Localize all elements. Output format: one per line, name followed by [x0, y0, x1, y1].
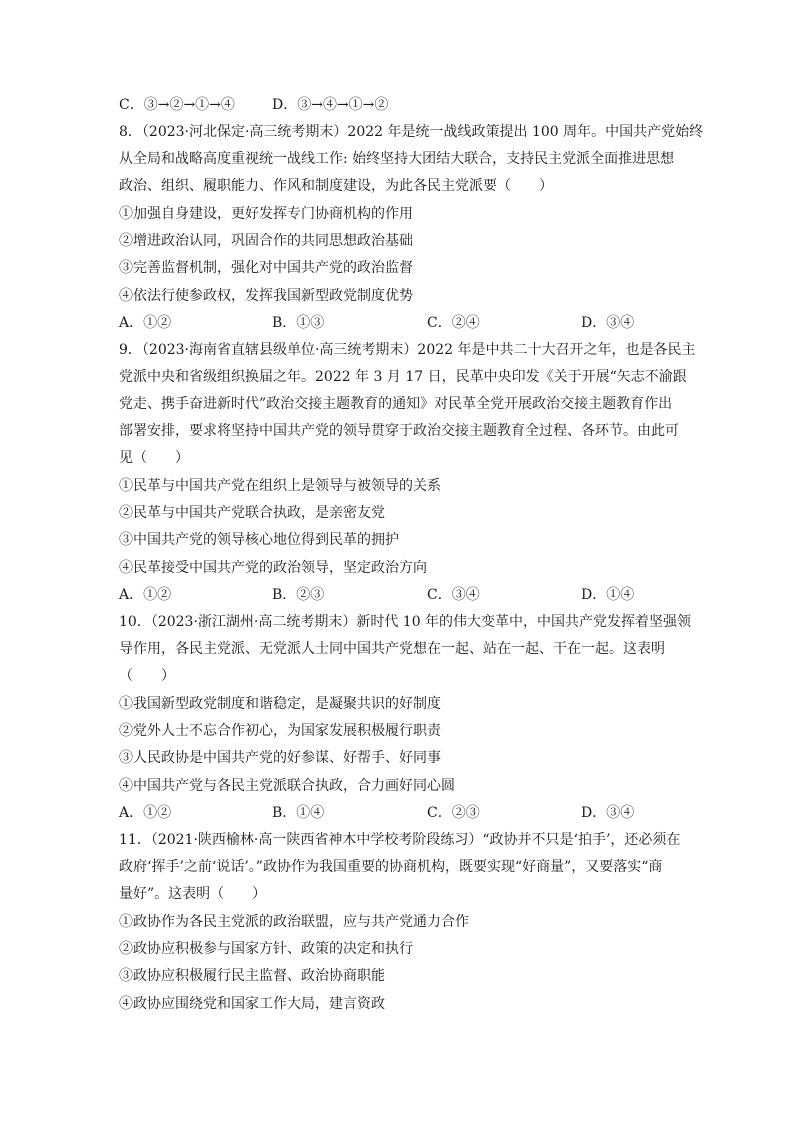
q9-stem-line: 党走、携手奋进新时代”政治交接主题教育的通知》对民革全党开展政治交接主题教育作出 — [119, 396, 673, 412]
q10-stem-line: 导作用，各民主党派、无党派人士同中国共产党想在一起、站在一起、干在一起。这表明 — [119, 641, 665, 657]
q7-option-d: D．③→④→①→② — [272, 97, 389, 113]
q11-statement: ①政协作为各民主党派的政治联盟，应与共产党通力合作 — [119, 914, 469, 930]
q11-stem-line: 量好”。这表明（ ） — [119, 886, 267, 902]
q9-stem-line: 党派中央和省级组织换届之年。2022 年 3 月 17 日，民革中央印发《关于开展“矢志不渝跟 — [119, 369, 687, 385]
q11-statement: ②政协应积极参与国家方针、政策的决定和执行 — [119, 941, 413, 957]
q9-stem-line: 见（ ） — [119, 450, 189, 466]
q11-statement: ③政协应积极履行民主监督、政治协商职能 — [119, 968, 385, 984]
q9-stem-line: 9．（2023·海南省直辖县级单位·高三统考期末）2022 年是中共二十大召开之年，也是各民主 — [119, 342, 696, 358]
q11-stem-line: 11．（2021·陕西榆林·高一陕西省神木中学校考阶段练习）“政协并不只是‘拍手’，还必须在 — [119, 832, 681, 848]
q10-statement: ①我国新型政党制度和谐稳定，是凝聚共识的好制度 — [119, 696, 441, 712]
q9-option-b: B．②③ — [272, 587, 325, 603]
q9-statement: ③中国共产党的领导核心地位得到民革的拥护 — [119, 532, 399, 548]
q10-option-d: D．③④ — [581, 805, 635, 821]
q10-option-b: B．①④ — [272, 805, 325, 821]
q9-statement: ④民革接受中国共产党的政治领导，坚定政治方向 — [119, 560, 427, 576]
q9-option-c: C．③④ — [427, 587, 480, 603]
q9-option-d: D．①④ — [581, 587, 635, 603]
q9-statement: ②民革与中国共产党联合执政，是亲密友党 — [119, 505, 385, 521]
q8-stem-line: 8．（2023·河北保定·高三统考期末）2022 年是统一战线政策提出 100 周年。中国共产党始终 — [119, 124, 704, 140]
q8-option-d: D．③④ — [581, 315, 635, 331]
q10-statement: ④中国共产党与各民主党派联合执政，合力画好同心圆 — [119, 778, 455, 794]
q8-option-a: A．①② — [119, 315, 172, 331]
q9-option-a: A．①② — [119, 587, 172, 603]
q10-option-a: A．①② — [119, 805, 172, 821]
q10-stem-line: （ ） — [119, 668, 175, 684]
q7-options — [119, 96, 679, 114]
q11-stem-line: 政府‘挥手’之前‘说话’。”政协作为我国重要的协商机构，既要实现“好商量”，又要落实“商 — [119, 859, 663, 875]
q10-option-c: C．②③ — [427, 805, 480, 821]
q8-statement: ①加强自身建设，更好发挥专门协商机构的作用 — [119, 206, 413, 222]
q7-option-c: C．③→②→①→④ — [119, 97, 235, 113]
q9-stem-line: 部署安排，要求将坚持中国共产党的领导贯穿于政治交接主题教育全过程、各环节。由此可 — [119, 423, 679, 439]
q10-statement: ②党外人士不忘合作初心，为国家发展积极履行职责 — [119, 723, 441, 739]
q9-options — [119, 586, 679, 604]
q8-stem-line: 政治、组织、履职能力、作风和制度建设，为此各民主党派要（ ） — [119, 178, 553, 194]
q8-statement: ②增进政治认同，巩固合作的共同思想政治基础 — [119, 233, 413, 249]
q8-statement: ③完善监督机制，强化对中国共产党的政治监督 — [119, 260, 413, 276]
q10-stem-line: 10．（2023·浙江湖州·高二统考期末）新时代 10 年的伟大变革中，中国共产党发挥着坚强领 — [119, 614, 692, 630]
q11-statement: ④政协应围绕党和国家工作大局，建言资政 — [119, 996, 385, 1012]
q10-statement: ③人民政协是中国共产党的好参谋、好帮手、好同事 — [119, 750, 441, 766]
q8-option-c: C．②④ — [427, 315, 480, 331]
q8-options — [119, 314, 679, 332]
q9-statement: ①民革与中国共产党在组织上是领导与被领导的关系 — [119, 478, 441, 494]
q8-option-b: B．①③ — [272, 315, 325, 331]
q8-statement: ④依法行使参政权，发挥我国新型政党制度优势 — [119, 288, 413, 304]
q8-stem-line: 从全局和战略高度重视统一战线工作: 始终坚持大团结大联合，支持民主党派全面推进思想 — [119, 151, 675, 167]
q10-options — [119, 804, 679, 822]
